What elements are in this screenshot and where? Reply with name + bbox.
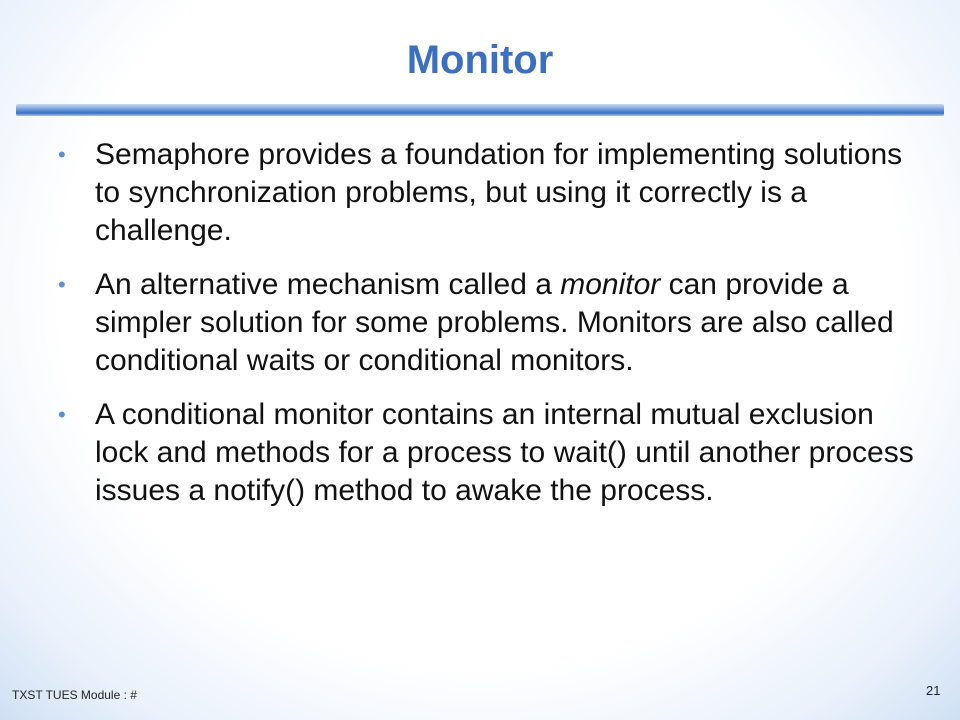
bullet-item-3 xyxy=(55,396,915,510)
bullet-point-icon: • xyxy=(58,142,66,167)
slide-title: Monitor xyxy=(406,38,554,82)
bullet-list xyxy=(55,136,915,526)
footer-text: TXST TUES Module : # xyxy=(12,688,137,702)
title-divider xyxy=(16,104,944,116)
bullet-text-after: can provide a simpler solution for some problems. Monitors are also called conditional waits or conditional monitors. xyxy=(95,268,894,377)
bullet-point-icon: • xyxy=(58,272,66,297)
page-number: 21 xyxy=(926,683,941,698)
bullet-point-icon: • xyxy=(58,402,66,427)
bullet-item-1 xyxy=(55,136,915,250)
bullet-text-before: An alternative mechanism called a xyxy=(95,268,561,301)
bullet-item-2 xyxy=(55,266,915,380)
bullet-text: Semaphore provides a foundation for implementing solutions to synchronization problems, but using it correctly is a challenge. xyxy=(95,138,903,247)
bullet-emphasis: monitor xyxy=(560,268,661,301)
bullet-text: A conditional monitor contains an internal mutual exclusion lock and methods for a process to wait() until another process issues a notify() method to awake the process. xyxy=(95,398,914,507)
